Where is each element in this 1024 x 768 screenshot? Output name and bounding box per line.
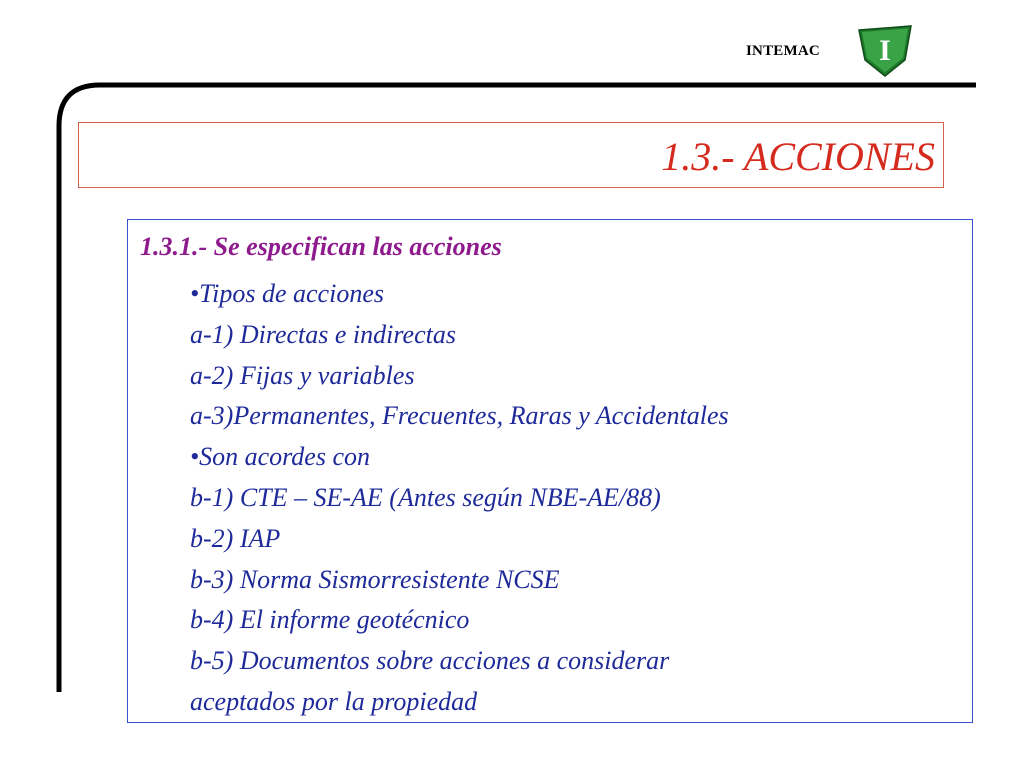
list-item: •Son acordes con — [190, 442, 370, 472]
list-item: b-2) IAP — [190, 523, 281, 553]
slide-title: 1.3.- ACCIONES — [661, 134, 935, 179]
list-item: b-3) Norma Sismorresistente NCSE — [190, 564, 560, 594]
list-item: b-1) CTE – SE-AE (Antes según NBE-AE/88) — [190, 482, 661, 512]
section-subheading: 1.3.1.- Se especifican las acciones — [140, 232, 502, 261]
list-item: a-2) Fijas y variables — [190, 360, 415, 390]
list-item: b-4) El informe geotécnico — [190, 605, 470, 635]
intemac-logo-icon — [855, 24, 915, 78]
content-list — [190, 274, 729, 723]
list-item: a-1) Directas e indirectas — [190, 319, 456, 349]
list-item: •Tipos de acciones — [190, 279, 384, 308]
list-item: b-5) Documentos sobre acciones a considerar — [190, 646, 670, 676]
brand-name: INTEMAC — [746, 43, 820, 59]
content-box — [127, 219, 973, 723]
title-box — [78, 122, 944, 188]
list-item: a-3)Permanentes, Frecuentes, Raras y Accidentales — [190, 401, 729, 431]
list-item: aceptados por la propiedad — [190, 686, 478, 716]
logo-letter: I — [879, 34, 891, 67]
